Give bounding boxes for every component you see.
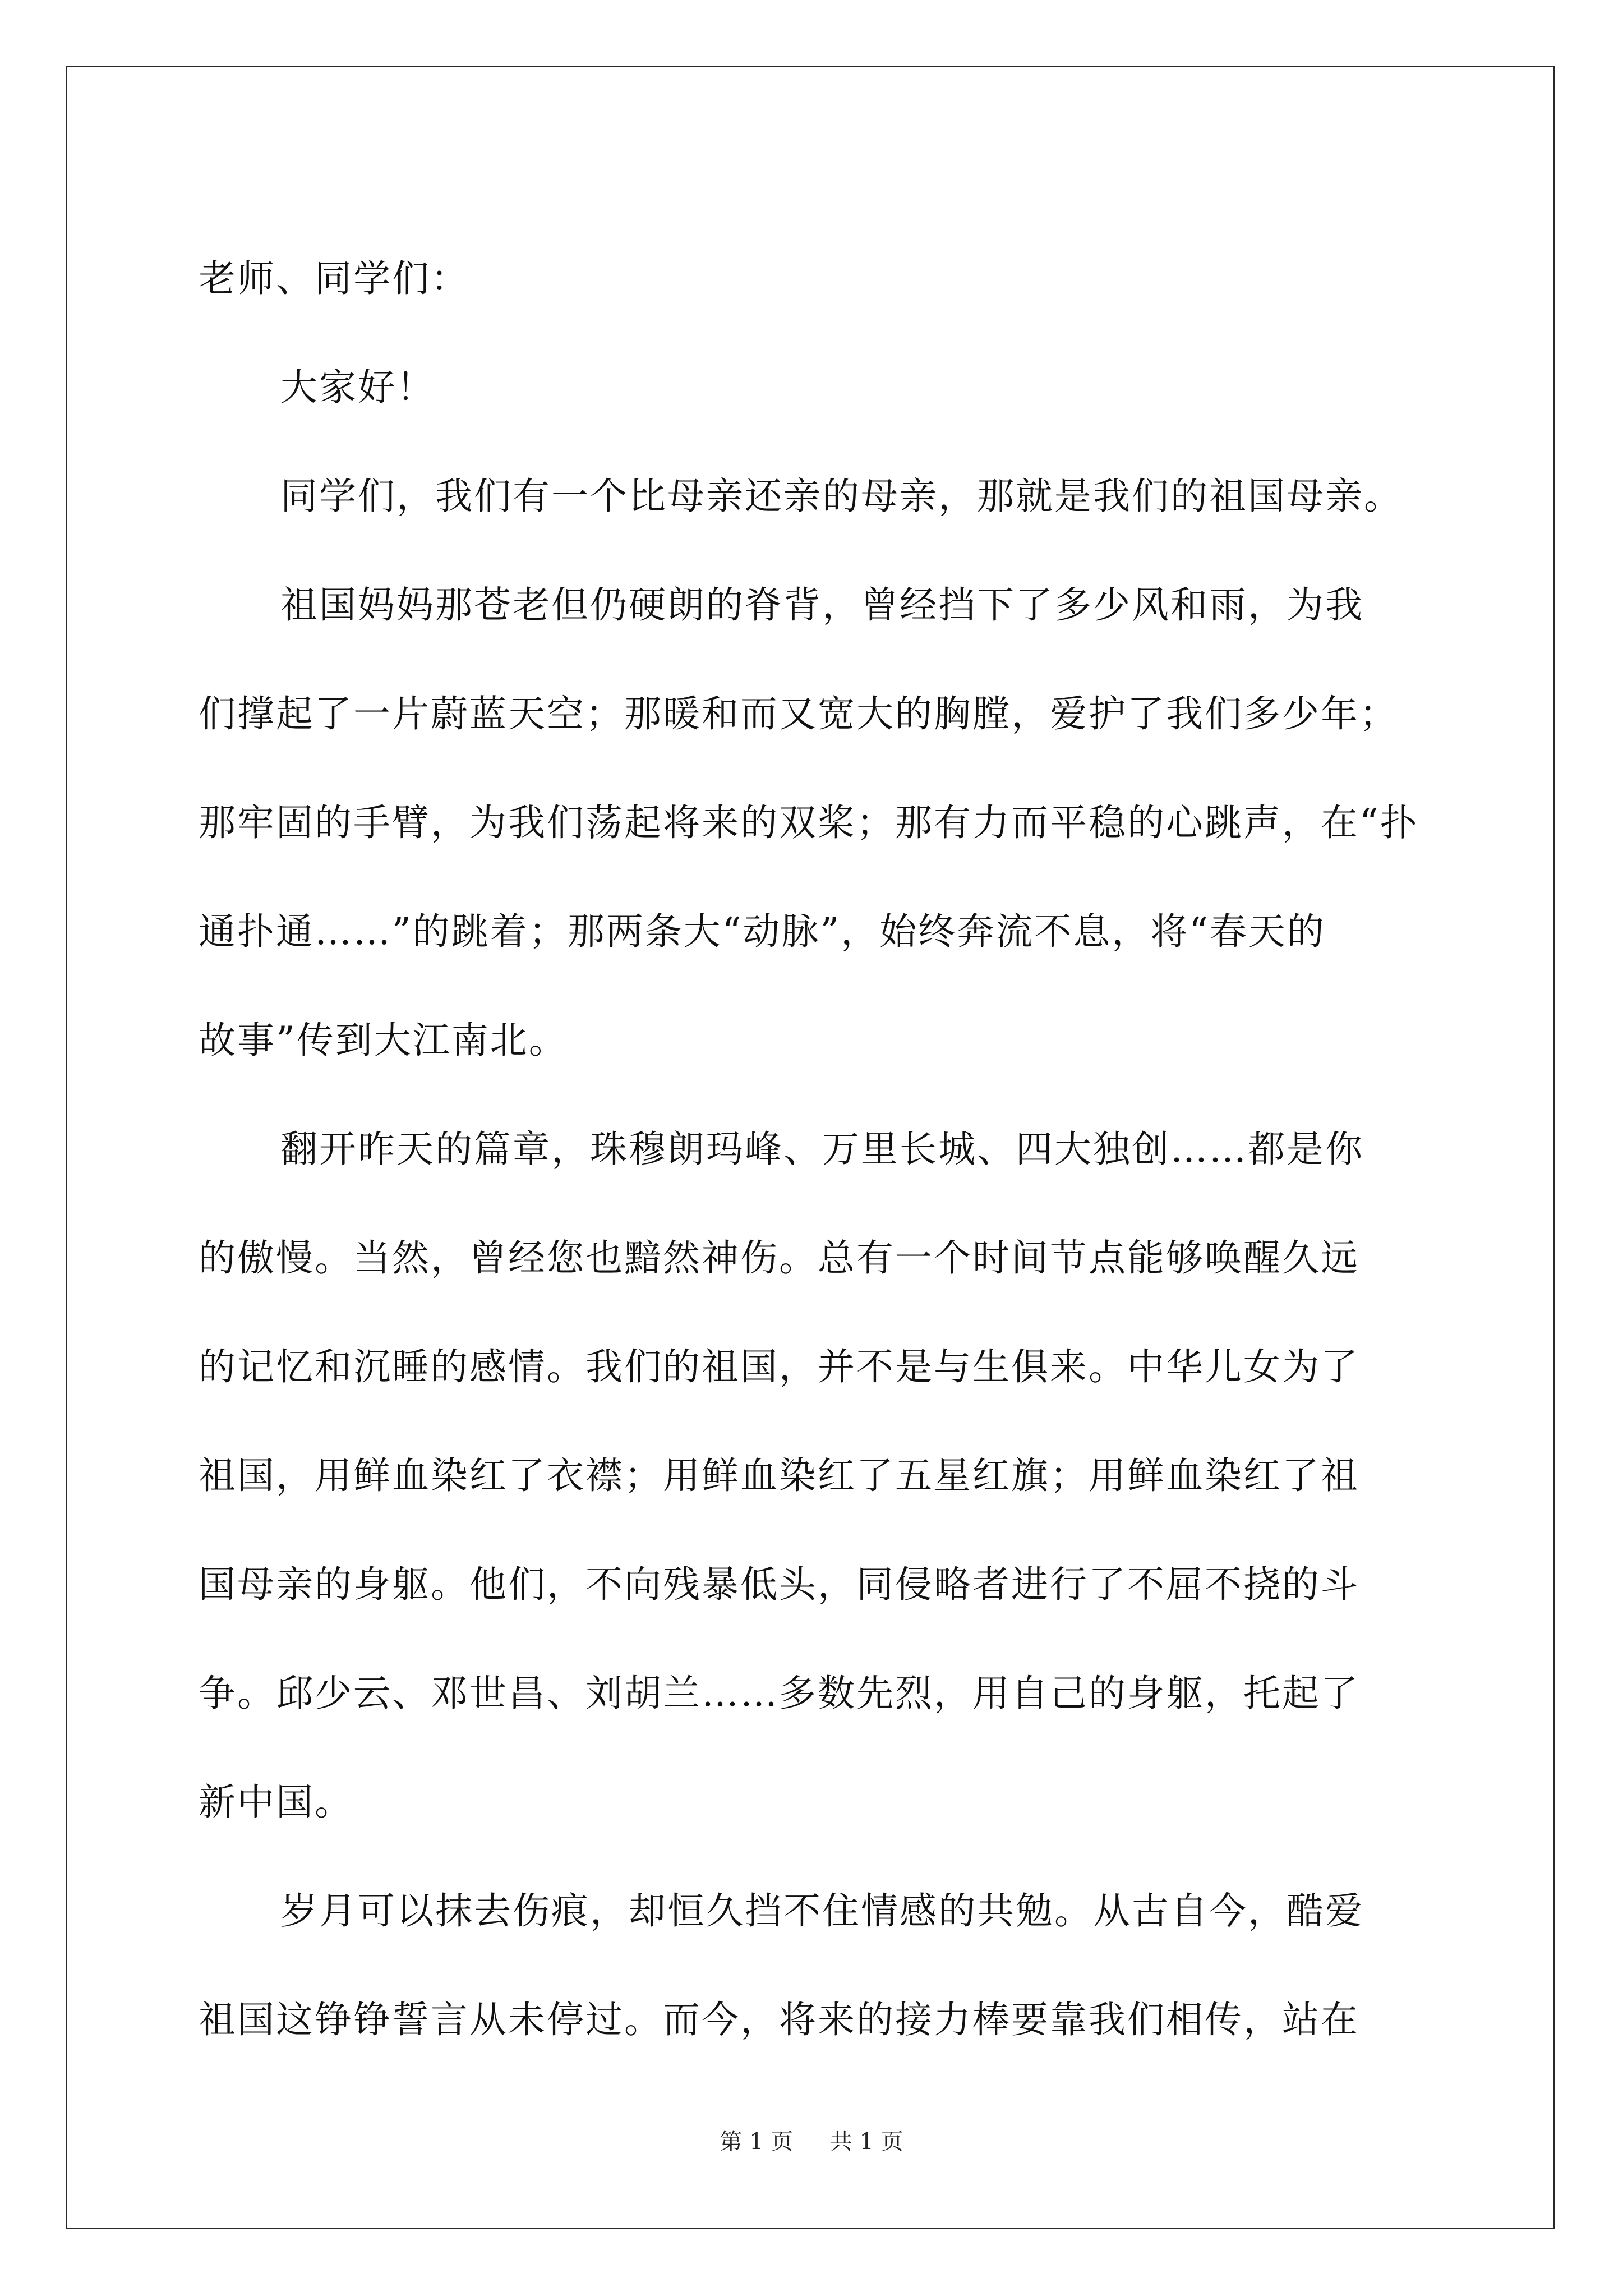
paragraph-2-line-5: 故事”传到大江南北。 xyxy=(199,1019,568,1062)
paragraph-3-line-3: 的记忆和沉睡的感情。我们的祖国，并不是与生俱来。中华儿女为了 xyxy=(199,1345,1359,1388)
paragraph-1-line-1: 同学们，我们有一个比母亲还亲的母亲，那就是我们的祖国母亲。 xyxy=(280,475,1403,518)
paragraph-3-line-7: 新中国。 xyxy=(199,1780,353,1824)
salutation-line: 老师、同学们： xyxy=(199,257,469,300)
paragraph-3-line-1: 翻开昨天的篇章，珠穆朗玛峰、万里长城、四大独创……都是你 xyxy=(280,1128,1364,1171)
paragraph-2-line-2: 们撑起了一片蔚蓝天空；那暖和而又宽大的胸膛，爱护了我们多少年； xyxy=(199,692,1398,735)
page-total: 共 1 页 xyxy=(829,2129,903,2155)
paragraph-2-line-1: 祖国妈妈那苍老但仍硬朗的脊背，曾经挡下了多少风和雨，为我 xyxy=(280,583,1364,627)
page-number: 第 1 页 xyxy=(720,2129,794,2155)
paragraph-3-line-4: 祖国，用鲜血染红了衣襟；用鲜血染红了五星红旗；用鲜血染红了祖 xyxy=(199,1454,1359,1497)
paragraph-3-line-2: 的傲慢。当然，曾经您也黯然神伤。总有一个时间节点能够唤醒久远 xyxy=(199,1236,1359,1280)
page-footer xyxy=(0,2125,1623,2159)
paragraph-2-line-3: 那牢固的手臂，为我们荡起将来的双桨；那有力而平稳的心跳声，在“扑 xyxy=(199,801,1419,844)
paragraph-3-line-5: 国母亲的身躯。他们，不向残暴低头，同侵略者进行了不屈不挠的斗 xyxy=(199,1563,1359,1606)
paragraph-3-line-6: 争。邱少云、邓世昌、刘胡兰……多数先烈，用自己的身躯，托起了 xyxy=(199,1672,1359,1715)
document-body xyxy=(199,224,1436,2074)
paragraph-2-line-4: 通扑通……”的跳着；那两条大“动脉”，始终奔流不息，将“春天的 xyxy=(199,910,1326,953)
paragraph-4-line-2: 祖国这铮铮誓言从未停过。而今，将来的接力棒要靠我们相传，站在 xyxy=(199,1998,1359,2041)
paragraph-4-line-1: 岁月可以抹去伤痕，却恒久挡不住情感的共勉。从古自今，酷爱 xyxy=(280,1889,1364,1932)
greeting-line: 大家好！ xyxy=(280,366,435,409)
